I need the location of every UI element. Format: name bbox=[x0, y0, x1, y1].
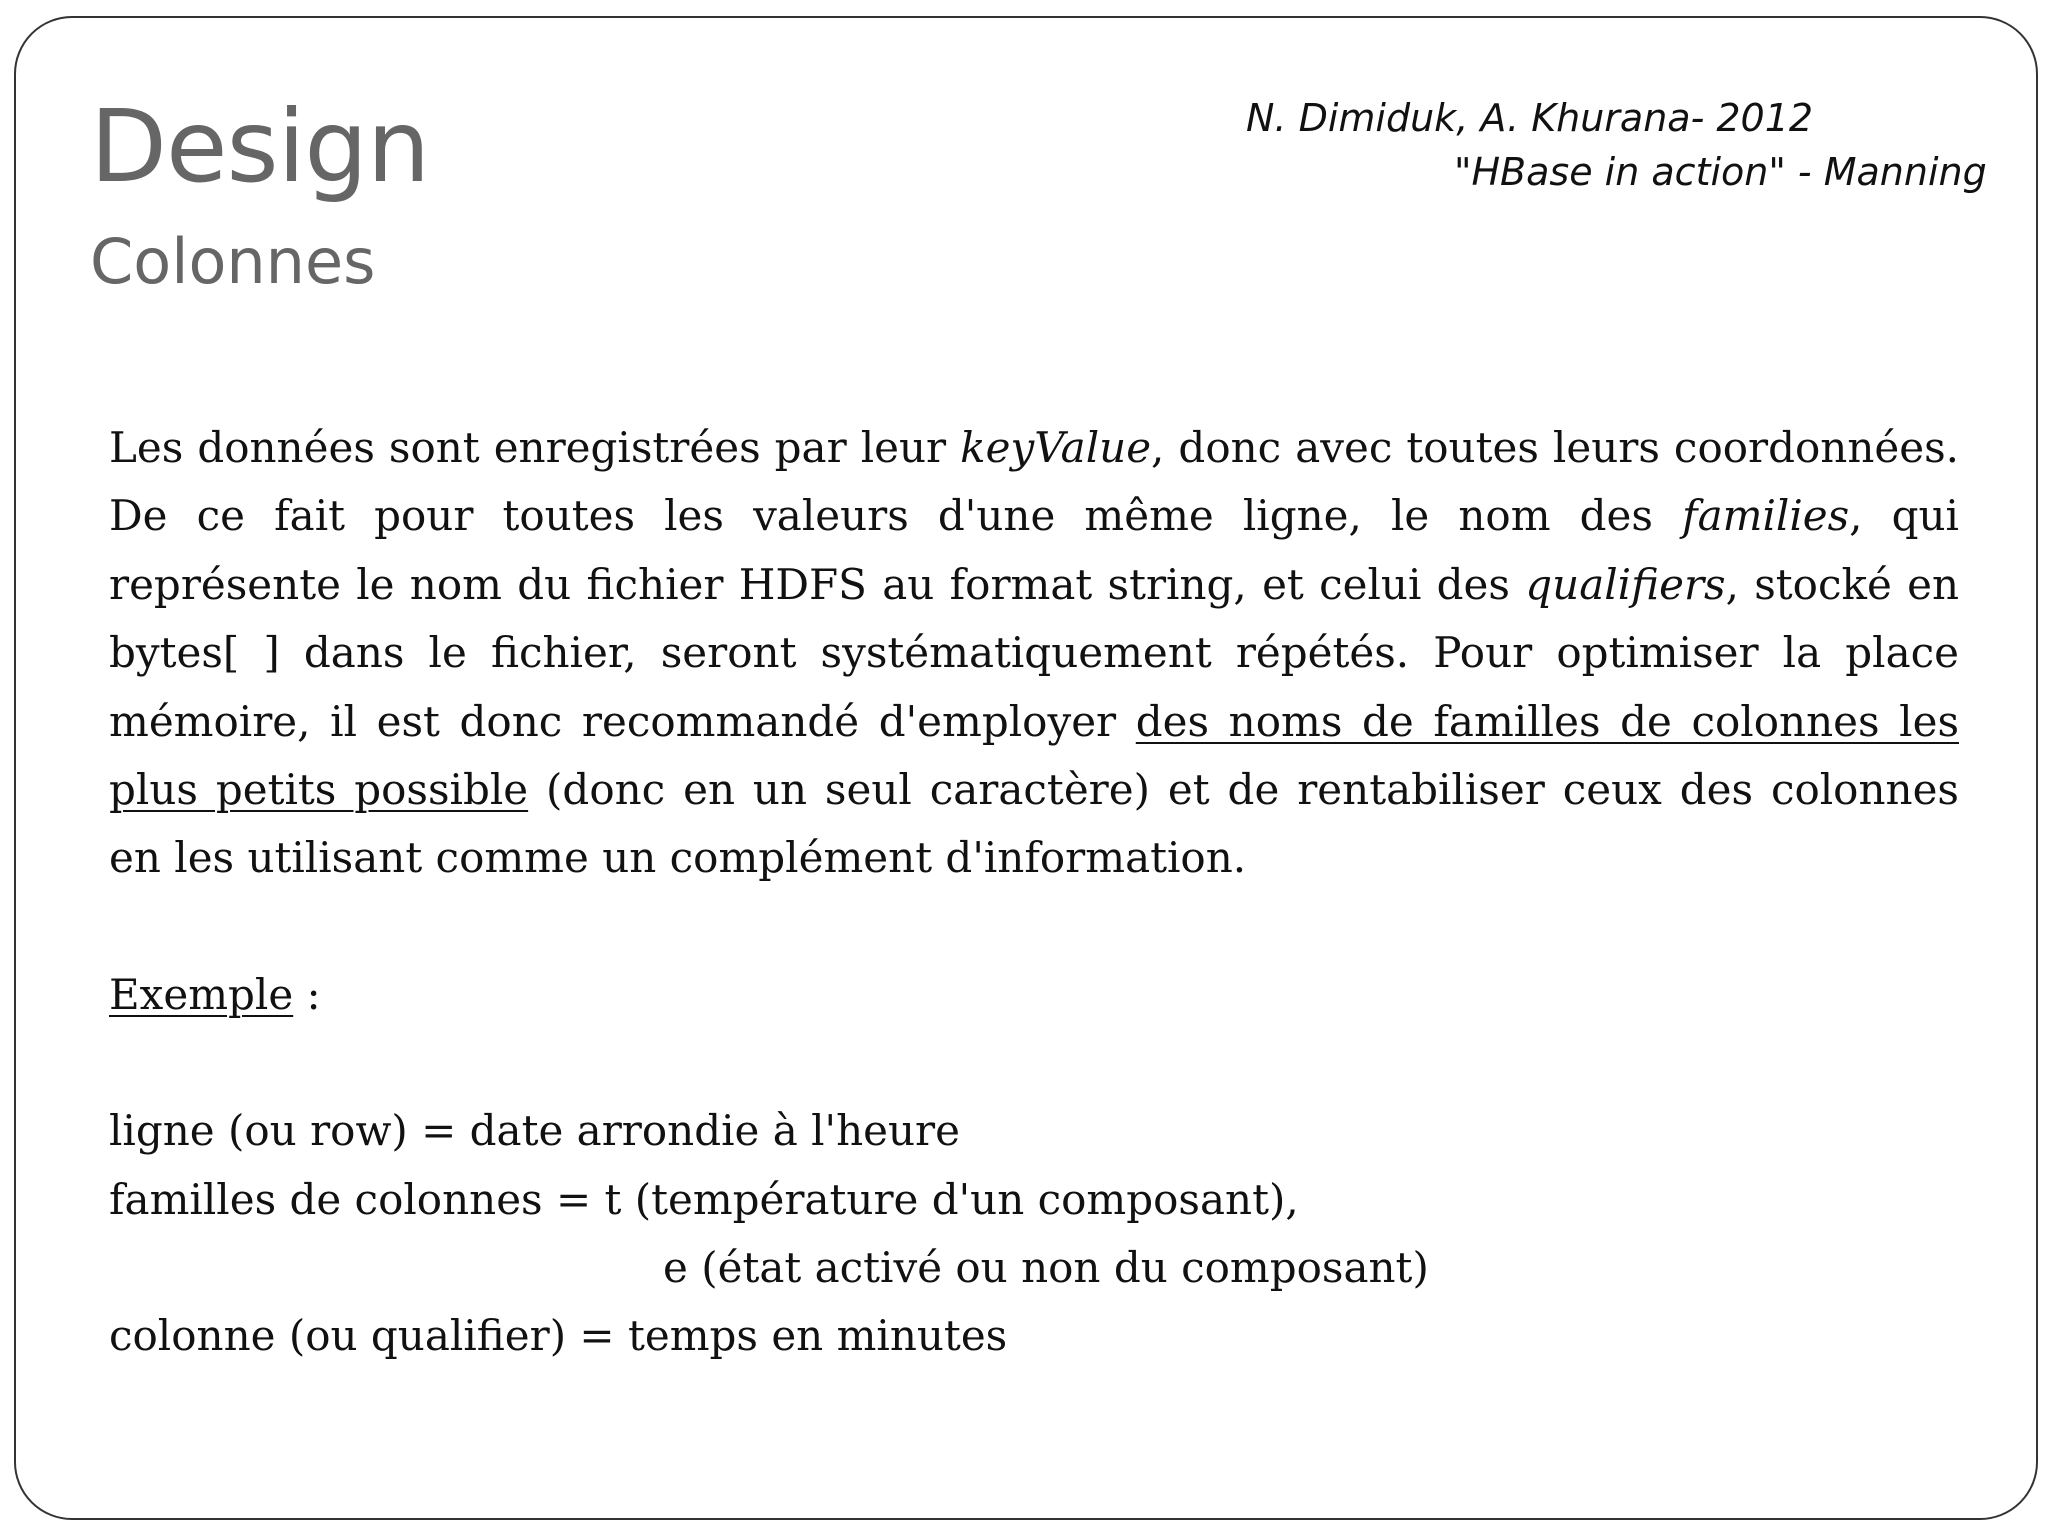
spacer bbox=[109, 1029, 1959, 1097]
slide-title: Design bbox=[90, 88, 430, 205]
example-heading bbox=[109, 961, 1959, 1029]
paragraph-text: Les données sont enregistrées par leur bbox=[109, 423, 961, 472]
paragraph-text: , qui représente le nom du fichier HDFS au format string, et celui des bbox=[109, 491, 1959, 609]
example-colon: : bbox=[293, 969, 321, 1019]
body-paragraph bbox=[109, 414, 1959, 893]
recommendation-highlight: des noms de familles de colonnes les plus petits possible bbox=[109, 696, 1959, 815]
keyvalue-term: keyValue bbox=[960, 423, 1152, 472]
example-line-row: ligne (ou row) = date arrondie à l'heure bbox=[109, 1106, 960, 1156]
citation-book: "HBase in action" - Manning bbox=[1454, 150, 1987, 194]
slide-subtitle: Colonnes bbox=[90, 225, 376, 298]
slide-frame bbox=[14, 16, 2038, 1520]
slide-body bbox=[109, 414, 1959, 1371]
paragraph-text: (donc en un seul caractère) et de rentabiliser ceux des colonnes en les utilisant comme un complément d'information. bbox=[109, 765, 1959, 883]
families-term: families bbox=[1682, 491, 1850, 541]
example-line-column: colonne (ou qualifier) = temps en minutes bbox=[109, 1311, 1008, 1361]
paragraph-text: , stocké en bytes[ ] dans le fichier, seront systématiquement répétés. Pour optimiser la place mémoire, il est donc recommandé d'employer bbox=[109, 559, 1959, 746]
citation-authors: N. Dimiduk, A. Khurana- 2012 bbox=[1246, 96, 1814, 140]
spacer bbox=[109, 893, 1959, 961]
example-line-families: familles de colonnes = t (température d'un composant), bbox=[109, 1174, 1299, 1224]
example-line-families-cont: e (état activé ou non du composant) bbox=[663, 1243, 1429, 1293]
paragraph-text: , donc avec toutes leurs coordonnées. De ce fait pour toutes les valeurs d'une même ligne, le nom des bbox=[109, 423, 1959, 541]
example-label: Exemple bbox=[109, 969, 294, 1019]
qualifiers-term: qualifiers bbox=[1525, 559, 1726, 609]
